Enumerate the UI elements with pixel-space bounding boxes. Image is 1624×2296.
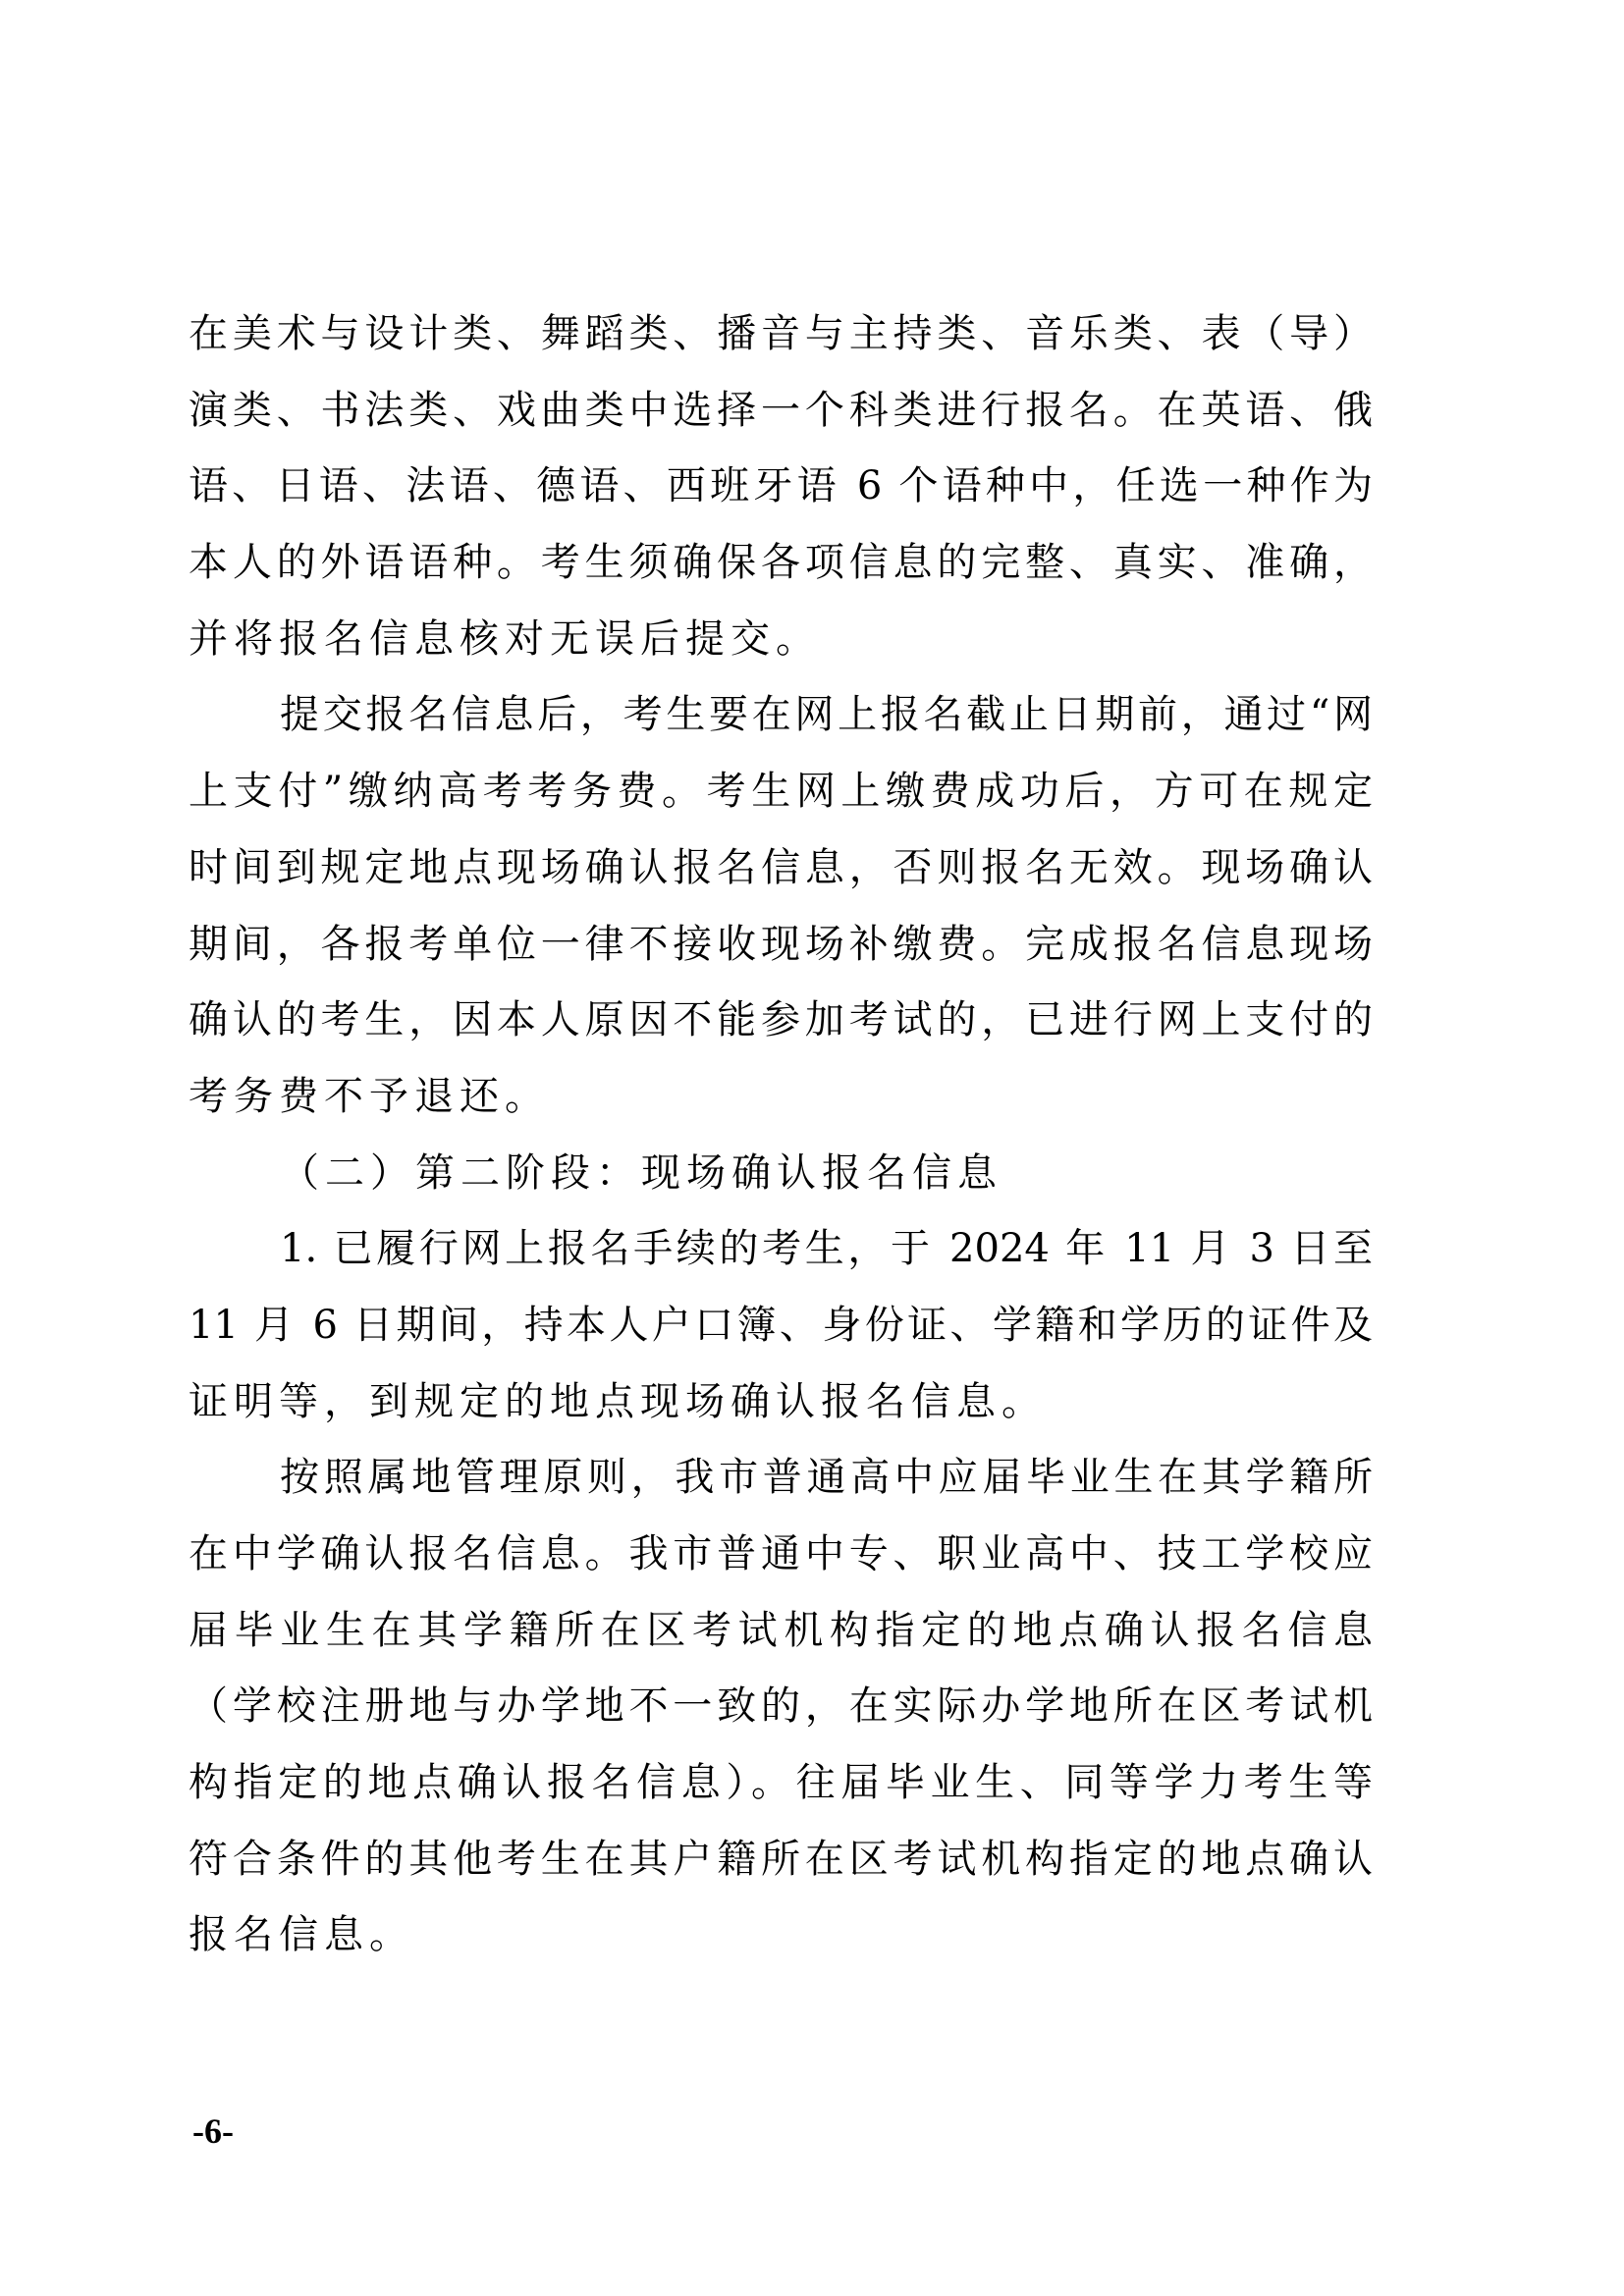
text-line: 时间到规定地点现场确认报名信息，否则报名无效。现场确认 bbox=[189, 844, 1373, 890]
text-line: 语、日语、法语、德语、西班牙语 6 个语种中，任选一种作为 bbox=[189, 463, 1373, 509]
text-line: 报名信息。 bbox=[189, 1912, 414, 1958]
text-line: 构指定的地点确认报名信息）。往届毕业生、同等学力考生等 bbox=[189, 1760, 1373, 1806]
text-line: 考务费不予退还。 bbox=[189, 1073, 550, 1119]
page-number: -6- bbox=[192, 2111, 234, 2151]
text-line: 并将报名信息核对无误后提交。 bbox=[189, 615, 821, 662]
paragraph-registration-categories bbox=[189, 306, 1373, 687]
text-line: 上支付”缴纳高考考务费。考生网上缴费成功后，方可在规定 bbox=[189, 769, 1373, 815]
paragraph-online-payment bbox=[189, 687, 1373, 1145]
text-line: 届毕业生在其学籍所在区考试机构指定的地点确认报名信息 bbox=[189, 1607, 1373, 1653]
text-line: 期间，各报考单位一律不接收现场补缴费。完成报名信息现场 bbox=[189, 921, 1373, 967]
paragraph-item-1-confirmation-dates bbox=[189, 1221, 1373, 1450]
paragraph-jurisdiction-principle bbox=[189, 1450, 1373, 1984]
document-body bbox=[189, 306, 1373, 1984]
text-line: 在中学确认报名信息。我市普通中专、职业高中、技工学校应 bbox=[189, 1531, 1373, 1576]
text-line: 在美术与设计类、舞蹈类、播音与主持类、音乐类、表（导） bbox=[189, 311, 1373, 356]
text-line: 符合条件的其他考生在其户籍所在区考试机构指定的地点确认 bbox=[189, 1836, 1373, 1882]
text-line: 按照属地管理原则，我市普通高中应届毕业生在其学籍所 bbox=[280, 1455, 1373, 1501]
text-line: 本人的外语语种。考生须确保各项信息的完整、真实、准确， bbox=[189, 540, 1373, 586]
section-heading-text: （二）第二阶段：现场确认报名信息 bbox=[280, 1149, 1002, 1196]
text-line: （学校注册地与办学地不一致的，在实际办学地所在区考试机 bbox=[189, 1683, 1373, 1730]
text-line: 1. 已履行网上报名手续的考生，于 2024 年 11 月 3 日至 bbox=[280, 1226, 1373, 1272]
text-line: 提交报名信息后，考生要在网上报名截止日期前，通过“网 bbox=[280, 692, 1373, 738]
text-line: 演类、书法类、戏曲类中选择一个科类进行报名。在英语、俄 bbox=[189, 387, 1373, 433]
text-line: 11 月 6 日期间，持本人户口簿、身份证、学籍和学历的证件及 bbox=[189, 1302, 1373, 1348]
text-line: 确认的考生，因本人原因不能参加考试的，已进行网上支付的 bbox=[189, 997, 1373, 1043]
text-line: 证明等，到规定的地点现场确认报名信息。 bbox=[189, 1378, 1047, 1424]
section-heading-stage-two bbox=[189, 1146, 1373, 1222]
